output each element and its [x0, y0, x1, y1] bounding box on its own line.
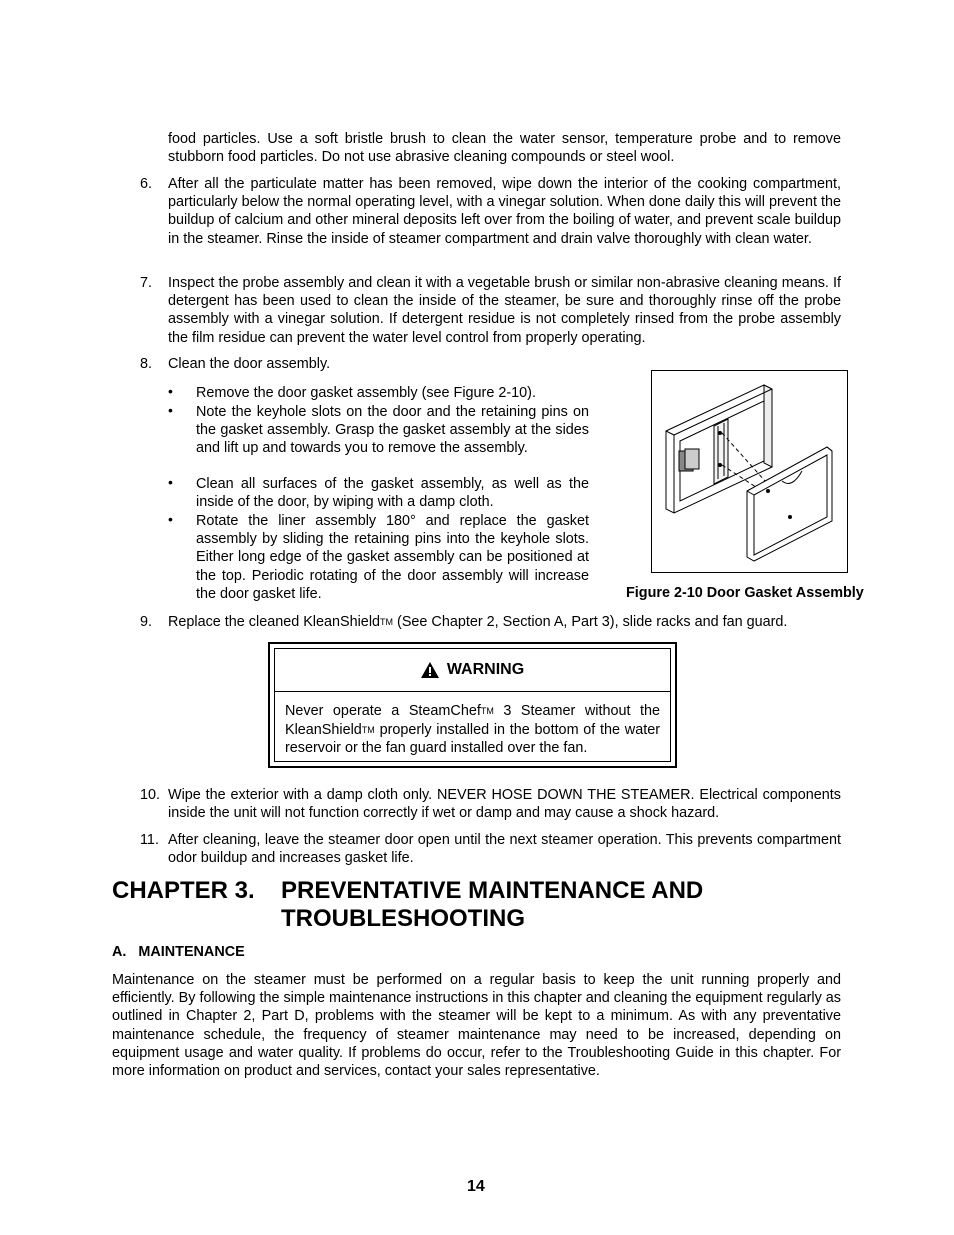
item-text: After all the particulate matter has been removed, wipe down the interior of the cooking compartment, particularly below the normal operating level, with a vinegar solution. When done daily this will prevent the buildup of calcium and other mineral deposits left over from the boiling of water, and prevent scale buildup in the steamer. Rinse the inside of steamer compartment and drain valve thoroughly with clean water.: [168, 176, 841, 247]
warning-title: WARNING: [446, 660, 525, 678]
door-gasket-figure: [651, 370, 848, 573]
bullet-item: Remove the door gasket assembly (see Figure 2-10).: [196, 385, 536, 401]
warning-inner-frame: [274, 648, 671, 762]
bullet-dot-icon: •: [168, 402, 173, 418]
bullet-item: Rotate the liner assembly 180° and replace the gasket assembly by sliding the retaining pins into the keyhole slots. Either long edge of the gasket assembly can be positioned at the top. Periodic rotating of the door assembly will increase the door gasket life.: [196, 513, 589, 602]
bullet-item: Note the keyhole slots on the door and the retaining pins on the gasket assembly. Grasp the gasket assembly at the sides and lift up and towards you to remove the assembly.: [196, 404, 589, 457]
section-body: Maintenance on the steamer must be performed on a regular basis to keep the unit running properly and efficiently. By following the simple maintenance instructions in this chapter and cleaning the equipment regularly as outlined in Chapter 2, Part D, problems with the steamer will be kept to a minimum. As with any preventative maintenance schedule, the frequency of steamer maintenance may need to be increased, depending on equipment usage and water quality. If problems do occur, refer to the Troubleshooting Guide in this chapter. For more information on product and services, contact your sales representative.: [112, 972, 841, 1080]
item-text: After cleaning, leave the steamer door open until the next steamer operation. This prevents compartment odor buildup and increases gasket life.: [168, 832, 841, 867]
trademark-mark: TM: [380, 617, 394, 627]
chapter-title-line1: PREVENTATIVE MAINTENANCE AND: [281, 877, 704, 904]
continuation-paragraph: food particles. Use a soft bristle brush to clean the water sensor, temperature probe and to remove stubborn food particles. Do not use abrasive cleaning compounds or steel wool.: [168, 131, 841, 166]
figure-caption: Figure 2-10 Door Gasket Assembly: [626, 585, 864, 601]
item-number: 11.: [140, 832, 159, 848]
item-number: 10.: [140, 787, 161, 803]
item-number: 8.: [140, 356, 153, 372]
trademark-mark: TM: [361, 724, 375, 735]
warning-box: [268, 642, 677, 768]
item-number: 7.: [140, 275, 153, 291]
item-text: Wipe the exterior with a damp cloth only. NEVER HOSE DOWN THE STEAMER. Electrical components inside the unit will not function correctly if wet or damp and may cause a shock hazard.: [168, 787, 841, 822]
section-heading: A. MAINTENANCE: [112, 944, 245, 960]
item-text: Clean the door assembly.: [168, 356, 331, 372]
item-text: Inspect the probe assembly and clean it with a vegetable brush or similar non-abrasive cleaning means. If detergent has been used to clean the inside of the steamer, be sure and thoroughly rinse off the probe assembly with a vinegar solution. If detergent residue is not completely rinsed from the probe assembly the film residue can prevent the water level control from properly operating.: [168, 275, 841, 346]
chapter-label: CHAPTER 3.: [112, 877, 255, 904]
warning-body: [285, 702, 660, 758]
item-number: 6.: [140, 176, 153, 192]
item9-text-b: (See Chapter 2, Section A, Part 3), slide racks and fan guard.: [393, 614, 788, 630]
trademark-mark: TM: [480, 706, 494, 716]
warning-body-a: Never operate a SteamChef: [285, 703, 481, 719]
warning-body-c: properly installed in the bottom of the water reservoir or the fan guard installed over the fan.: [285, 721, 660, 756]
bullet-dot-icon: •: [168, 474, 173, 490]
item-number: 9.: [140, 614, 153, 630]
warning-header: [275, 649, 670, 692]
page-number: 14: [467, 1178, 485, 1195]
item9-text-a: Replace the cleaned KleanShield: [168, 614, 381, 630]
warning-triangle-icon: [421, 662, 439, 678]
chapter-title-line2: TROUBLESHOOTING: [281, 905, 525, 932]
door-gasket-illustration: [652, 371, 847, 572]
bullet-dot-icon: •: [168, 383, 173, 399]
bullet-dot-icon: •: [168, 511, 173, 527]
warning-body-b: 3 Steamer without the KleanShield: [285, 703, 660, 738]
item-text: [168, 613, 858, 631]
bullet-item: Clean all surfaces of the gasket assembly, as well as the inside of the door, by wiping with a damp cloth.: [196, 476, 589, 511]
